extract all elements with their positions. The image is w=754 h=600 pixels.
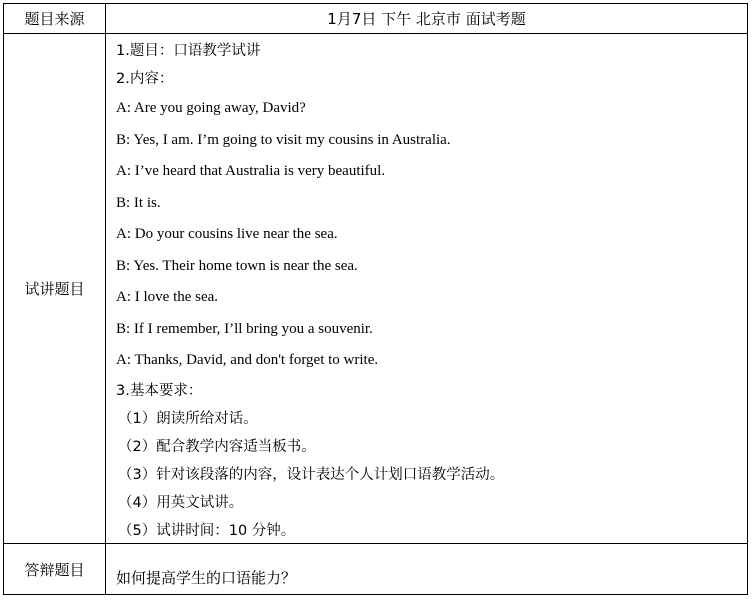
source-row xyxy=(4,4,747,34)
requirement-item: （4）用英文试讲。 xyxy=(118,494,244,511)
requirement-item: （5）试讲时间：10 分钟。 xyxy=(118,522,296,539)
dialogue-line: A: I’ve heard that Australia is very beautiful. xyxy=(116,163,386,179)
dialogue-line: A: I love the sea. xyxy=(116,289,219,305)
debate-label: 答辩题目 xyxy=(4,544,106,594)
requirement-item: （1）朗读所给对话。 xyxy=(118,410,258,427)
debate-row xyxy=(4,544,747,594)
dialogue-line: B: Yes. Their home town is near the sea. xyxy=(116,257,358,274)
topic-line: 1.题目：口语教学试讲 xyxy=(116,43,261,59)
exam-table xyxy=(3,3,748,595)
debate-cell xyxy=(106,544,747,594)
source-label: 题目来源 xyxy=(4,4,106,33)
requirement-item: （3）针对该段落的内容，设计表达个人计划口语教学活动。 xyxy=(118,466,505,483)
lecture-cell xyxy=(106,34,747,543)
requirements-heading: 3.基本要求： xyxy=(116,382,203,399)
lecture-label: 试讲题目 xyxy=(4,34,106,543)
dialogue-line: A: Do your cousins live near the sea. xyxy=(116,226,338,242)
source-cell xyxy=(106,4,747,33)
dialogue-line: A: Are you going away, David? xyxy=(116,100,306,116)
dialogue-line: B: If I remember, I’ll bring you a souvenir. xyxy=(116,320,373,337)
debate-question: 如何提高学生的口语能力？ xyxy=(116,569,297,587)
requirement-item: （2）配合教学内容适当板书。 xyxy=(118,438,316,455)
exam-source-title: 1月7日 下午 北京市 面试考题 xyxy=(327,10,526,28)
lecture-row xyxy=(4,34,747,544)
dialogue-line: A: Thanks, David, and don't forget to write. xyxy=(116,352,379,368)
dialogue-line: B: It is. xyxy=(116,194,161,211)
dialogue-line: B: Yes, I am. I’m going to visit my cousins in Australia. xyxy=(116,131,451,148)
content-heading: 2.内容： xyxy=(116,71,174,87)
